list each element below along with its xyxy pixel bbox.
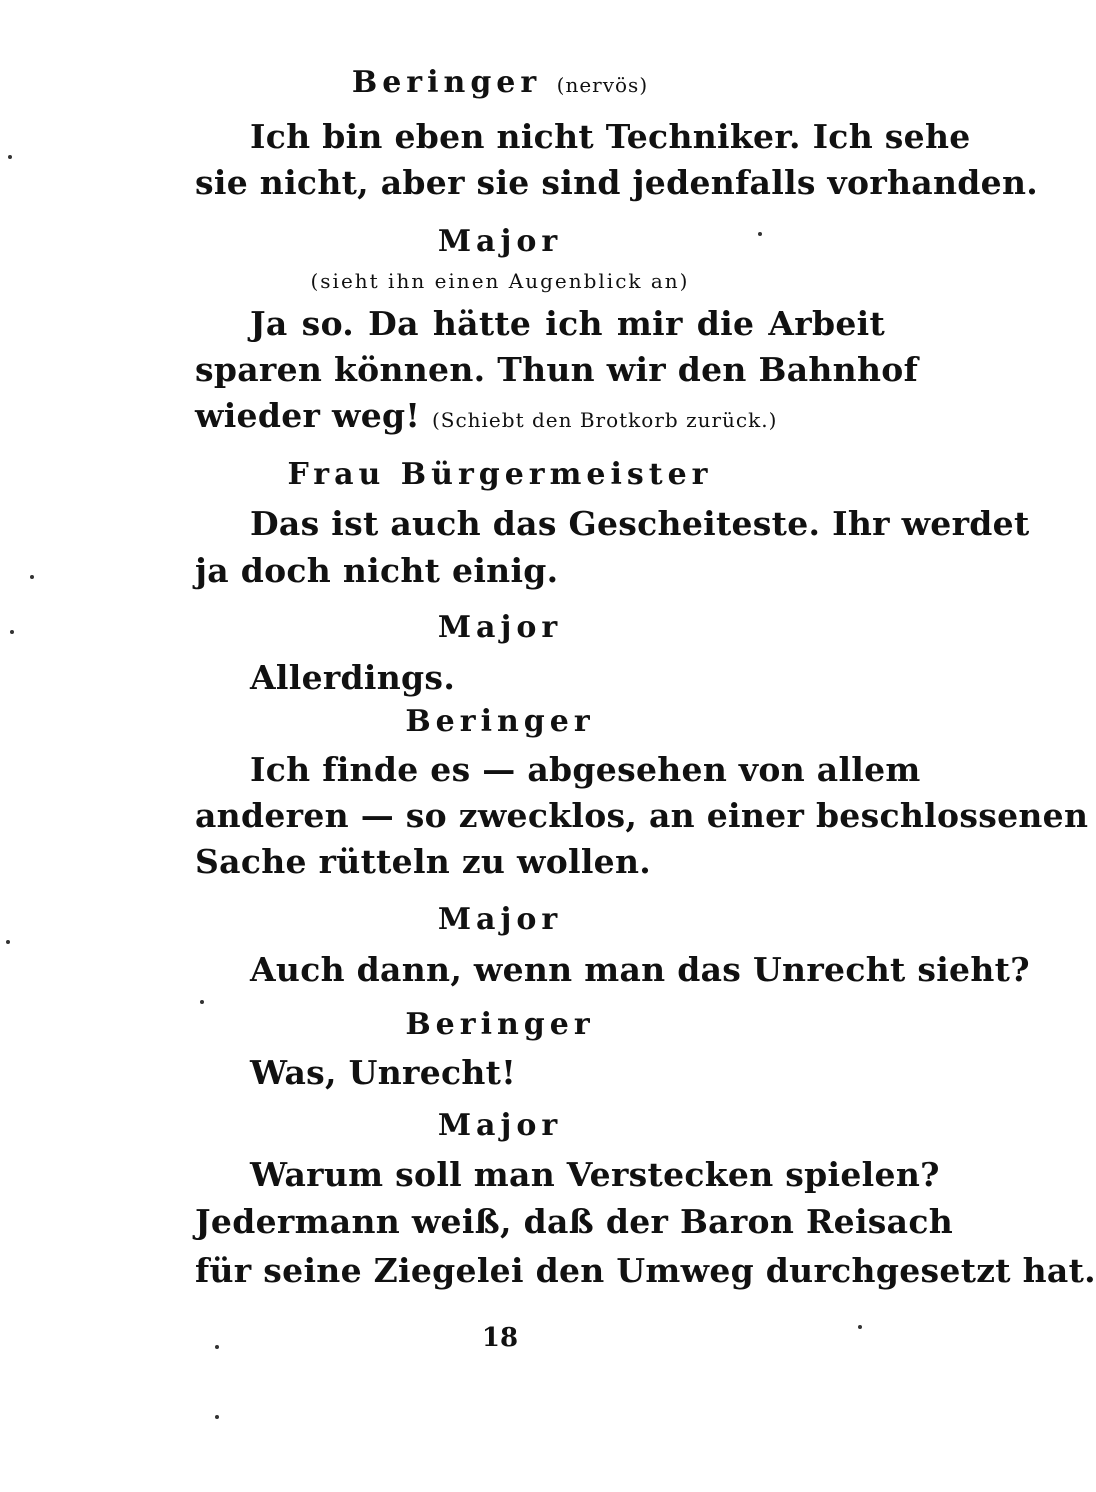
dialogue-line: ja doch nicht einig. <box>195 551 559 590</box>
speaker-major: Major <box>437 610 563 645</box>
dialogue-line <box>195 396 777 440</box>
dialogue-line: Allerdings. <box>250 658 456 697</box>
stage-direction: (nervös) <box>556 73 649 97</box>
scan-speck <box>215 1415 219 1419</box>
scan-speck <box>10 630 14 634</box>
speaker-name: Beringer <box>351 65 542 100</box>
dialogue-line: anderen — so zwecklos, an einer beschlossenen <box>195 796 1089 835</box>
stage-direction: (sieht ihn einen Augenblick an) <box>310 269 690 293</box>
dialogue-line: sparen können. Thun wir den Bahnhof <box>195 350 919 389</box>
speaker-major: Major <box>437 1108 563 1143</box>
speaker-major: Major <box>437 902 563 937</box>
dialogue-text: wieder weg! <box>195 396 421 435</box>
dialogue-line: Das ist auch das Gescheiteste. Ihr werdet <box>250 504 1030 543</box>
speaker-beringer: Beringer <box>405 704 595 739</box>
scan-speck <box>8 155 12 159</box>
speaker-major: Major <box>437 224 563 259</box>
dialogue-line: Was, Unrecht! <box>250 1053 516 1092</box>
dialogue-line: sie nicht, aber sie sind jedenfalls vorhanden. <box>195 163 1039 202</box>
scan-speck <box>200 1000 204 1004</box>
dialogue-line: für seine Ziegelei den Umweg durchgesetzt hat. <box>195 1251 1096 1290</box>
speaker-beringer: Beringer <box>405 1007 595 1042</box>
speaker-beringer <box>0 63 1000 105</box>
scan-speck <box>30 575 34 579</box>
scan-speck <box>758 232 762 236</box>
scan-speck <box>6 940 10 944</box>
speaker-frau-buergermeister: Frau Bürgermeister <box>287 457 713 492</box>
scan-speck <box>215 1345 219 1349</box>
dialogue-line: Ich finde es — abgesehen von allem <box>250 750 921 789</box>
scan-speck <box>858 1325 862 1329</box>
dialogue-line: Ja so. Da hätte ich mir die Arbeit <box>250 304 885 343</box>
dialogue-line: Auch dann, wenn man das Unrecht sieht? <box>250 950 1030 989</box>
dialogue-line: Sache rütteln zu wollen. <box>195 842 652 881</box>
dialogue-line: Ich bin eben nicht Techniker. Ich sehe <box>250 117 971 156</box>
dialogue-line: Jedermann weiß, daß der Baron Reisach <box>195 1202 954 1241</box>
stage-direction: (Schiebt den Brotkorb zurück.) <box>431 408 778 432</box>
dialogue-line: Warum soll man Verstecken spielen? <box>250 1155 940 1194</box>
page-number: 18 <box>481 1323 519 1353</box>
